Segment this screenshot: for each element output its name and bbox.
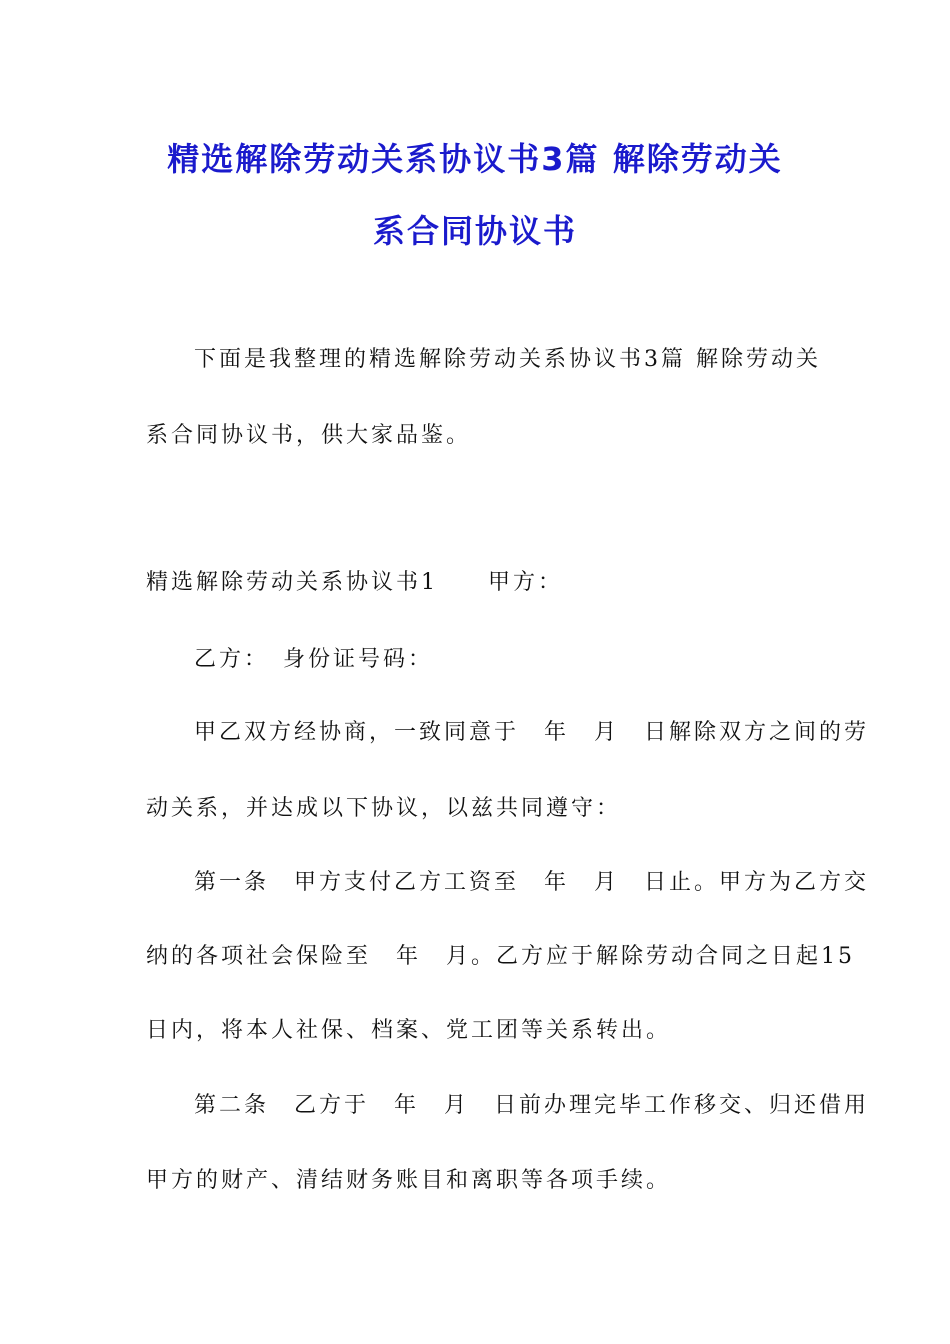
article-1-line-3: 日内，将本人社保、档案、党工团等关系转出。 [146,1018,672,1043]
document-title-line-2: 系合同协议书 [372,212,577,250]
intro-line-1: 下面是我整理的精选解除劳动关系协议书3篇 解除劳动关 [194,347,821,372]
document-title-line-1: 精选解除劳动关系协议书3篇 解除劳动关 [167,140,783,178]
party-b-line: 乙方： 身份证号码： [194,647,434,672]
article-2-line-1: 第二条 乙方于 年 月 日前办理完毕工作移交、归还借用 [194,1093,870,1118]
article-1-line-2: 纳的各项社会保险至 年 月。乙方应于解除劳动合同之日起15 [146,944,855,969]
paragraph-1-line-1: 甲乙双方经协商，一致同意于 年 月 日解除双方之间的劳 [194,720,870,745]
article-1-line-1: 第一条 甲方支付乙方工资至 年 月 日止。甲方为乙方交 [194,870,870,895]
section-heading: 精选解除劳动关系协议书1 甲方： [146,570,563,595]
paragraph-1-line-2: 动关系，并达成以下协议，以兹共同遵守： [146,796,622,821]
intro-line-2: 系合同协议书，供大家品鉴。 [146,423,472,448]
article-2-line-2: 甲方的财产、清结财务账目和离职等各项手续。 [146,1168,672,1193]
